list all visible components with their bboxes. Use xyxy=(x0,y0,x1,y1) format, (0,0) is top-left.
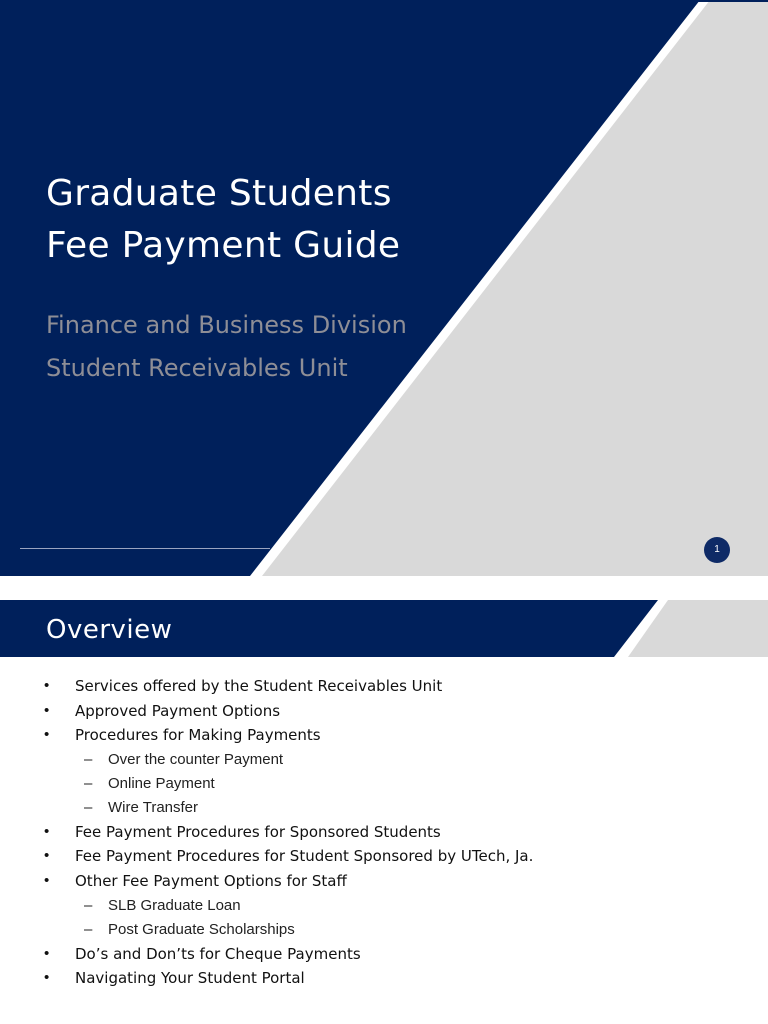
title-line: Fee Payment Guide xyxy=(46,225,401,266)
overview-item xyxy=(0,966,768,991)
overview-item-text: Procedures for Making Payments xyxy=(75,726,321,745)
overview-item xyxy=(0,820,768,845)
bullet-icon: • xyxy=(44,847,50,865)
overview-item xyxy=(0,723,768,748)
overview-list xyxy=(0,674,768,991)
overview-item-text: Approved Payment Options xyxy=(75,701,281,720)
dash-icon: – xyxy=(84,798,93,816)
bullet-icon: • xyxy=(44,969,50,987)
overview-title: Overview xyxy=(46,615,173,645)
overview-item xyxy=(0,942,768,967)
overview-subitem xyxy=(0,894,768,918)
bullet-icon: • xyxy=(44,944,50,962)
subtitle-line: Student Receivables Unit xyxy=(46,354,348,382)
divider-line xyxy=(20,548,270,549)
bullet-icon: • xyxy=(44,677,50,694)
overview-item-text: Navigating Your Student Portal xyxy=(75,969,305,988)
overview-item-text: Services offered by the Student Receivables Unit xyxy=(75,677,443,695)
overview-subitem-text: Online Payment xyxy=(108,774,215,792)
overview-subitem-text: Over the counter Payment xyxy=(108,750,284,768)
slide-title xyxy=(46,168,400,272)
dash-icon: – xyxy=(84,896,93,914)
bullet-icon: • xyxy=(44,871,50,889)
dash-icon: – xyxy=(84,774,93,792)
overview-item-text: Fee Payment Procedures for Student Sponsored by UTech, Ja. xyxy=(75,847,534,866)
title-line: Graduate Students xyxy=(46,173,392,214)
overview-item-text: Other Fee Payment Options for Staff xyxy=(75,871,347,890)
subtitle-line: Finance and Business Division xyxy=(46,311,407,339)
slide-subtitle xyxy=(46,304,407,390)
overview-subitem xyxy=(0,918,768,942)
bullet-icon: • xyxy=(44,726,50,744)
page-number-badge: 1 xyxy=(704,537,730,563)
overview-subitem xyxy=(0,772,768,796)
overview-subitem-text: Post Graduate Scholarships xyxy=(108,920,295,938)
bullet-icon: • xyxy=(44,822,50,840)
overview-item xyxy=(0,674,768,699)
overview-item xyxy=(0,844,768,869)
overview-slide xyxy=(0,600,768,1024)
overview-subitem-text: SLB Graduate Loan xyxy=(108,896,241,914)
bullet-icon: • xyxy=(44,701,50,719)
overview-subitem xyxy=(0,748,768,772)
overview-item-text: Fee Payment Procedures for Sponsored Students xyxy=(75,822,441,841)
overview-item-text: Do’s and Don’ts for Cheque Payments xyxy=(75,944,361,963)
dash-icon: – xyxy=(84,750,93,768)
overview-subitem xyxy=(0,796,768,820)
overview-item xyxy=(0,699,768,724)
overview-item xyxy=(0,869,768,894)
overview-subitem-text: Wire Transfer xyxy=(108,798,199,816)
dash-icon: – xyxy=(84,920,93,938)
